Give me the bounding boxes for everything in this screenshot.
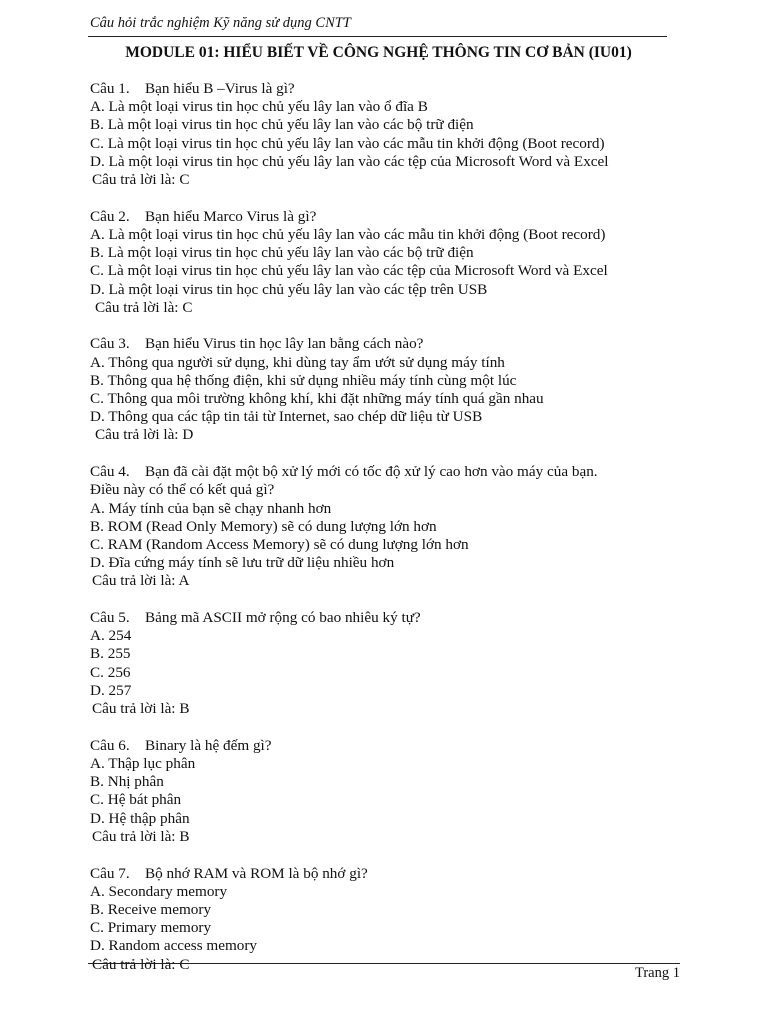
option-c: C. Thông qua môi trường không khí, khi đặt những máy tính quá gần nhau	[90, 390, 544, 408]
answer-line: Câu trả lời là: B	[92, 700, 190, 718]
option-d: D. Đĩa cứng máy tính sẽ lưu trữ dữ liệu nhiều hơn	[90, 554, 395, 572]
question-title	[90, 335, 680, 353]
option-d: D. Random access memory	[90, 937, 258, 955]
option-b: B. Là một loại virus tin học chủ yếu lây lan vào các bộ trữ điện	[90, 116, 474, 134]
answer-line: Câu trả lời là: C	[92, 171, 190, 189]
question-5	[90, 609, 680, 718]
question-4	[90, 463, 680, 590]
question-title	[90, 208, 680, 226]
option-a: A. 254	[90, 627, 132, 645]
question-text: Binary là hệ đếm gì?	[145, 736, 272, 754]
answer-line: Câu trả lời là: A	[92, 572, 190, 590]
question-title	[90, 609, 680, 627]
header-rule	[88, 36, 667, 37]
option-b: B. ROM (Read Only Memory) sẽ có dung lượng lớn hơn	[90, 517, 437, 535]
option-a: A. Là một loại virus tin học chủ yếu lây lan vào ổ đĩa B	[90, 98, 428, 116]
option-c: C. Là một loại virus tin học chủ yếu lây lan vào các tệp của Microsoft Word và Excel	[90, 262, 608, 280]
question-title	[90, 737, 680, 755]
option-d: D. 257	[90, 681, 132, 699]
option-a: A. Là một loại virus tin học chủ yếu lây lan vào các mẫu tin khởi động (Boot record)	[90, 225, 606, 243]
question-title	[90, 865, 680, 883]
option-a: A. Máy tính của bạn sẽ chạy nhanh hơn	[90, 499, 332, 517]
option-d: D. Là một loại virus tin học chủ yếu lây lan vào các tệp trên USB	[90, 280, 488, 298]
module-title: MODULE 01: HIỂU BIẾT VỀ CÔNG NGHỆ THÔNG TIN CƠ BẢN (IU01)	[125, 44, 632, 61]
answer-line: Câu trả lời là: C	[95, 298, 193, 316]
option-b: B. 255	[90, 645, 131, 663]
running-header: Câu hỏi trắc nghiệm Kỹ năng sử dụng CNTT	[90, 15, 351, 31]
question-3	[90, 335, 680, 444]
question-7	[90, 865, 680, 974]
option-c: C. Là một loại virus tin học chủ yếu lây lan vào các mẫu tin khởi động (Boot record)	[90, 134, 605, 152]
option-a: A. Secondary memory	[90, 882, 228, 900]
footer-rule	[88, 963, 680, 964]
question-1	[90, 80, 680, 189]
question-text: Bạn đã cài đặt một bộ xử lý mới có tốc độ xử lý cao hơn vào máy của bạn.	[145, 463, 598, 481]
option-c: C. Hệ bát phân	[90, 791, 182, 809]
option-c: C. 256	[90, 663, 131, 681]
option-a: A. Thập lục phân	[90, 755, 196, 772]
option-b: B. Nhị phân	[90, 773, 164, 791]
question-number: Câu 6.	[90, 736, 130, 754]
question-2	[90, 208, 680, 317]
option-d: D. Là một loại virus tin học chủ yếu lây lan vào các tệp của Microsoft Word và Excel	[90, 152, 609, 170]
question-text: Bạn hiểu Virus tin học lây lan bằng cách nào?	[145, 335, 424, 353]
question-number: Câu 1.	[90, 80, 130, 97]
question-number: Câu 7.	[90, 864, 130, 882]
question-6	[90, 737, 680, 846]
answer-line: Câu trả lời là: B	[92, 827, 190, 845]
question-number: Câu 4.	[90, 463, 130, 481]
option-d: D. Thông qua các tập tin tải từ Internet, sao chép dữ liệu từ USB	[90, 408, 483, 426]
question-number: Câu 3.	[90, 335, 130, 353]
question-title	[90, 463, 680, 481]
option-c: C. Primary memory	[90, 919, 212, 937]
question-text: Bộ nhớ RAM và ROM là bộ nhớ gì?	[145, 864, 368, 882]
question-text: Bạn hiểu Marco Virus là gì?	[145, 207, 317, 225]
option-c: C. RAM (Random Access Memory) sẽ có dung lượng lớn hơn	[90, 535, 469, 553]
question-text: Bảng mã ASCII mở rộng có bao nhiêu ký tự?	[145, 609, 421, 627]
option-d: D. Hệ thập phân	[90, 809, 190, 827]
question-number: Câu 2.	[90, 207, 130, 225]
question-title	[90, 80, 680, 98]
question-text-continued: Điều này có thể có kết quả gì?	[90, 481, 275, 499]
question-text: Bạn hiểu B –Virus là gì?	[145, 80, 295, 97]
answer-line: Câu trả lời là: C	[92, 955, 190, 973]
page-number: Trang 1	[635, 965, 680, 981]
question-number: Câu 5.	[90, 609, 130, 627]
option-a: A. Thông qua người sử dụng, khi dùng tay ẩm ướt sử dụng máy tính	[90, 353, 505, 371]
option-b: B. Receive memory	[90, 900, 212, 918]
answer-line: Câu trả lời là: D	[95, 426, 194, 444]
question-list	[90, 80, 680, 992]
option-b: B. Là một loại virus tin học chủ yếu lây lan vào các bộ trữ điện	[90, 244, 474, 262]
option-b: B. Thông qua hệ thống điện, khi sử dụng nhiều máy tính cùng một lúc	[90, 371, 517, 389]
